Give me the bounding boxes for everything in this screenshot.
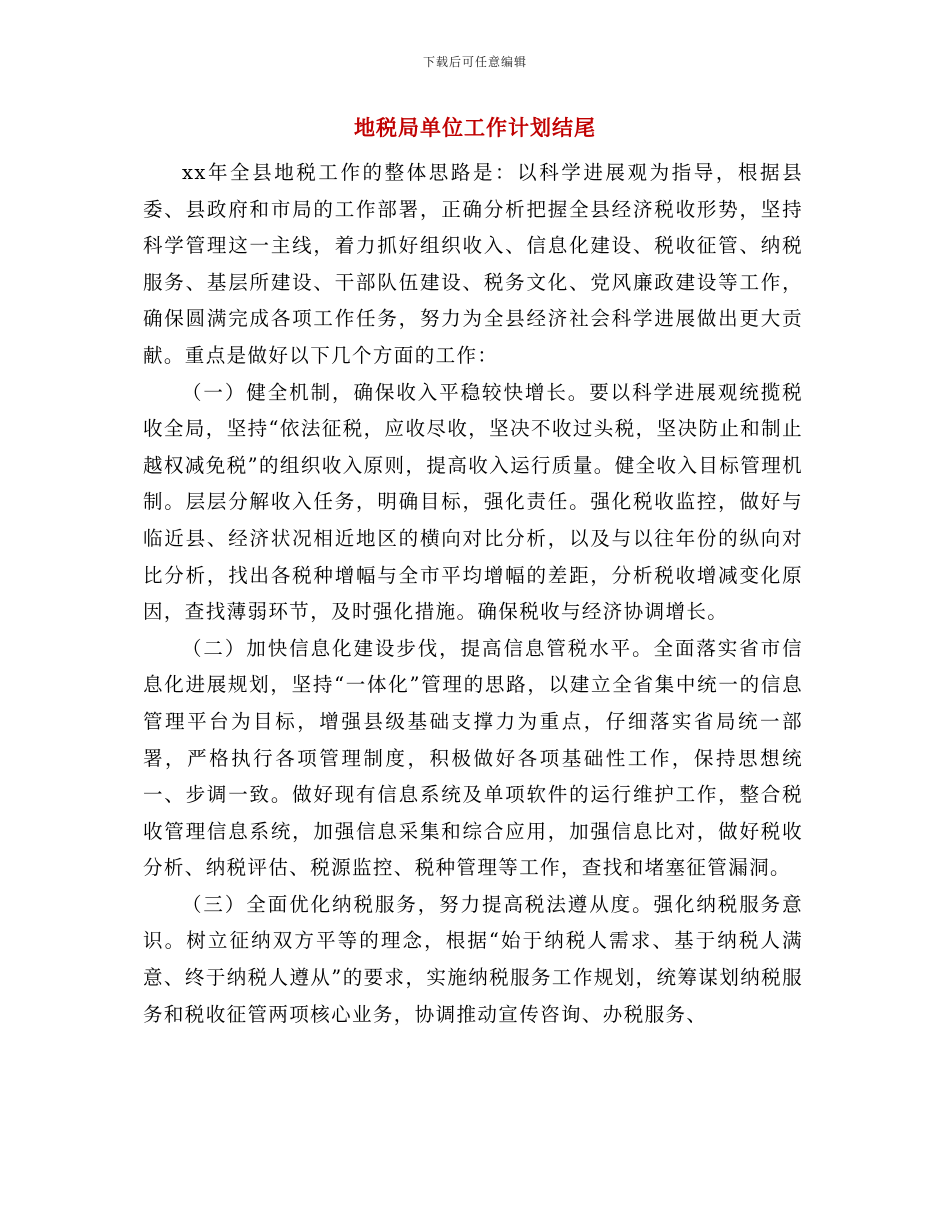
paragraph-section-3: （三）全面优化纳税服务，努力提高税法遵从度。强化纳税服务意识。树立征纳双方平等的理念，根据“始于纳税人需求、基于纳税人满意、终于纳税人遵从”的要求，实施纳税服务工作规划，统筹谋划纳税服务和税收征管两项核心业务，协调推动宣传咨询、办税服务、: [143, 892, 803, 1026]
paragraph-section-1: （一）健全机制，确保收入平稳较快增长。要以科学进展观统揽税收全局，坚持“依法征税，应收尽收，坚决不收过头税，坚决防止和制止越权减免税”的组织收入原则，提高收入运行质量。健全收入目标管理机制。层层分解收入任务，明确目标，强化责任。强化税收监控，做好与临近县、经济状况相近地区的横向对比分析，以及与以往年份的纵向对比分析，找出各税种增幅与全市平均增幅的差距，分析税收增减变化原因，查找薄弱环节，及时强化措施。确保税收与经济协调增长。: [143, 380, 803, 624]
header-note: 下载后可任意编辑: [422, 55, 527, 69]
paragraph-intro: xx年全县地税工作的整体思路是：以科学进展观为指导，根据县委、县政府和市局的工作部署，正确分析把握全县经济税收形势，坚持科学管理这一主线，着力抓好组织收入、信息化建设、税收征管、纳税服务、基层所建设、干部队伍建设、税务文化、党风廉政建设等工作，确保圆满完成各项工作任务，努力为全县经济社会科学进展做出更大贡献。重点是做好以下几个方面的工作：: [143, 161, 803, 367]
paragraph-section-2: （二）加快信息化建设步伐，提高信息管税水平。全面落实省市信息化进展规划，坚持“一体化”管理的思路，以建立全省集中统一的信息管理平台为目标，增强县级基础支撑力为重点，仔细落实省局统一部署，严格执行各项管理制度，积极做好各项基础性工作，保持思想统一、步调一致。做好现有信息系统及单项软件的运行维护工作，整合税收管理信息系统，加强信息采集和综合应用，加强信息比对，做好税收分析、纳税评估、税源监控、税种管理等工作，查找和堵塞征管漏洞。: [143, 636, 803, 880]
document-title: 地税局单位工作计划结尾: [354, 115, 596, 140]
document-body: [143, 155, 803, 1033]
